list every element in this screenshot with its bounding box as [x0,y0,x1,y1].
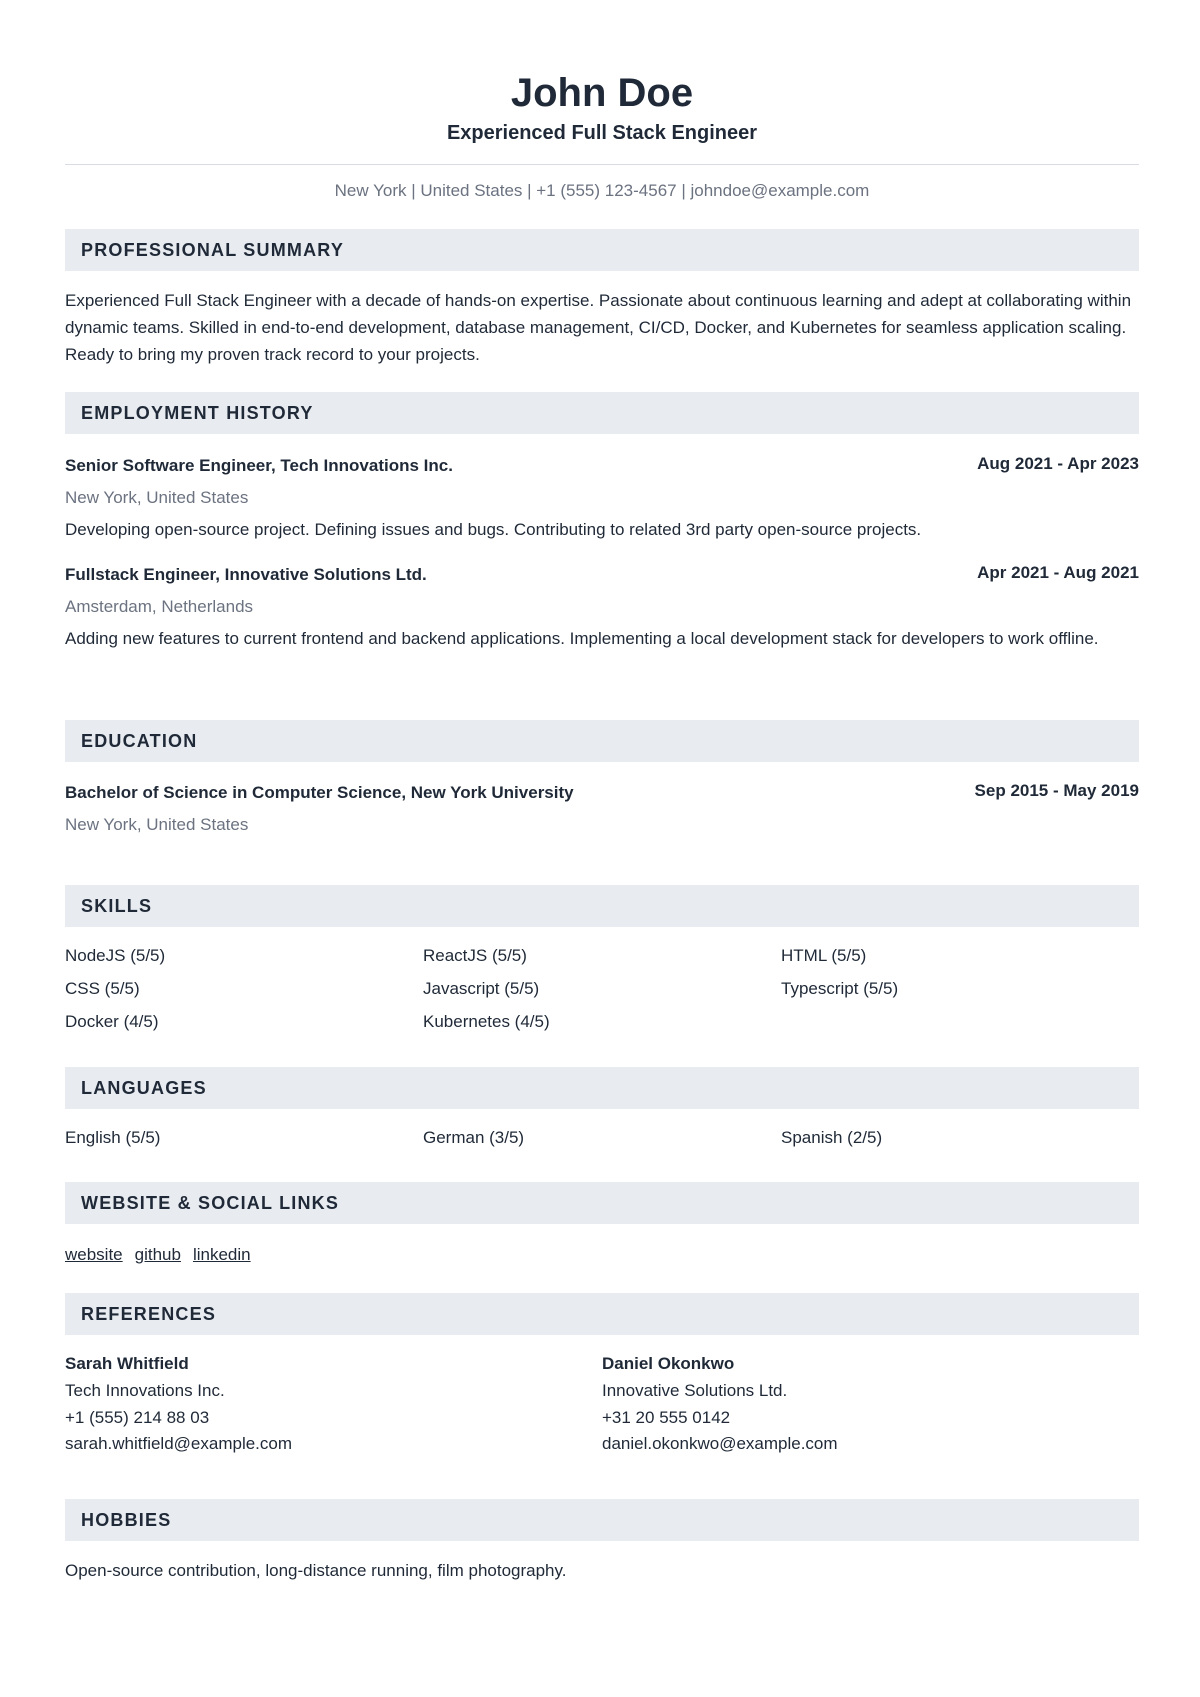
section-heading-education: EDUCATION [65,720,1139,762]
section-heading-employment: EMPLOYMENT HISTORY [65,392,1139,434]
job-dates: Apr 2021 - Aug 2021 [977,563,1139,582]
reference-phone: +31 20 555 0142 [602,1408,731,1427]
language-item: Spanish (2/5) [781,1128,883,1147]
skill-item: CSS (5/5) [65,979,140,998]
hobbies-text: Open-source contribution, long-distance running, film photography. [65,1561,567,1580]
job-dates: Aug 2021 - Apr 2023 [977,454,1139,473]
candidate-name: John Doe [510,71,694,115]
reference-company: Innovative Solutions Ltd. [602,1381,788,1400]
education-title: Bachelor of Science in Computer Science, New York University [65,783,574,802]
job-title: Senior Software Engineer, Tech Innovations Inc. [65,456,453,475]
links-row [65,1243,263,1267]
language-item: English (5/5) [65,1128,161,1147]
language-item: German (3/5) [423,1128,525,1147]
reference-email: daniel.okonkwo@example.com [602,1434,838,1453]
job-title: Fullstack Engineer, Innovative Solutions Ltd. [65,565,427,584]
linkedin-link[interactable]: linkedin [192,1245,251,1264]
contact-line: New York | United States | +1 (555) 123-4567 | johndoe@example.com [334,181,870,200]
skill-item: ReactJS (5/5) [423,946,527,965]
job-location: New York, United States [65,488,249,507]
section-heading-summary: PROFESSIONAL SUMMARY [65,229,1139,271]
section-heading-skills: SKILLS [65,885,1139,927]
education-dates: Sep 2015 - May 2019 [974,781,1139,800]
skill-item: Docker (4/5) [65,1012,159,1031]
github-link[interactable]: github [134,1245,181,1264]
reference-name: Sarah Whitfield [65,1354,189,1373]
reference-email: sarah.whitfield@example.com [65,1434,293,1453]
section-heading-references: REFERENCES [65,1293,1139,1335]
reference-company: Tech Innovations Inc. [65,1381,225,1400]
website-link[interactable]: website [65,1245,123,1264]
summary-text: Experienced Full Stack Engineer with a decade of hands-on expertise. Passionate about continuous learning and adept at collaborating within dynamic teams. Skilled in end-to-end development, database management, CI/CD, Docker, and Kubernetes for seamless application scaling. Ready to bring my proven track record to your projects. [65,291,1132,364]
candidate-title: Experienced Full Stack Engineer [446,122,758,144]
reference-phone: +1 (555) 214 88 03 [65,1408,210,1427]
education-location: New York, United States [65,815,249,834]
reference-name: Daniel Okonkwo [602,1354,735,1373]
section-heading-languages: LANGUAGES [65,1067,1139,1109]
section-heading-hobbies: HOBBIES [65,1499,1139,1541]
skill-item: Typescript (5/5) [781,979,899,998]
skill-item: NodeJS (5/5) [65,946,166,965]
job-location: Amsterdam, Netherlands [65,597,254,616]
skill-item: Kubernetes (4/5) [423,1012,550,1031]
header-divider [65,164,1139,165]
job-description: Adding new features to current frontend and backend applications. Implementing a local development stack for developers to work offline. [65,629,1099,648]
skill-item: HTML (5/5) [781,946,867,965]
job-description: Developing open-source project. Defining issues and bugs. Contributing to related 3rd party open-source projects. [65,520,922,539]
section-heading-links: WEBSITE & SOCIAL LINKS [65,1182,1139,1224]
skill-item: Javascript (5/5) [423,979,540,998]
